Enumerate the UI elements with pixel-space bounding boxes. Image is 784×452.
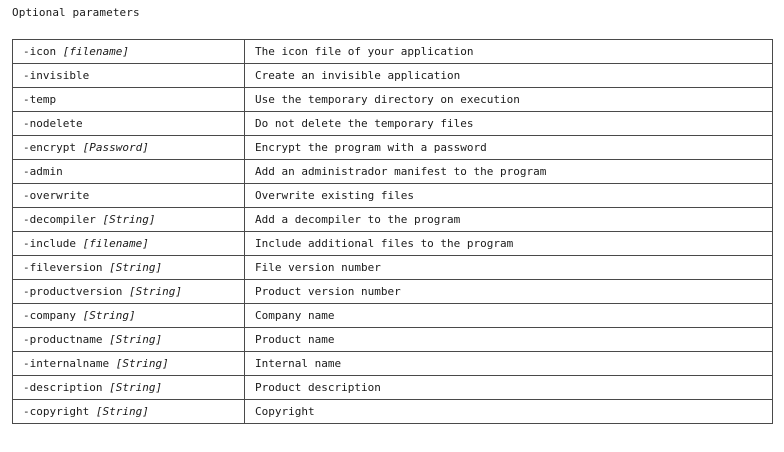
parameter-name: -invisible [23, 68, 90, 82]
parameter-description: Internal name [245, 352, 773, 376]
parameter-cell [13, 88, 245, 112]
parameter-cell [13, 136, 245, 160]
parameter-cell [13, 160, 245, 184]
parameter-name: -admin [23, 164, 63, 178]
parameter-name: -decompiler [23, 212, 96, 226]
parameter-cell [13, 232, 245, 256]
parameter-cell [13, 40, 245, 64]
table-row [13, 160, 773, 184]
optional-parameters-table [12, 39, 773, 424]
table-row [13, 280, 773, 304]
parameter-name: -temp [23, 92, 57, 106]
parameter-description: Create an invisible application [245, 64, 773, 88]
parameter-description: Company name [245, 304, 773, 328]
table-row [13, 112, 773, 136]
parameter-cell [13, 328, 245, 352]
parameter-argument: [String] [109, 332, 163, 346]
parameter-cell [13, 112, 245, 136]
parameter-cell [13, 376, 245, 400]
parameter-description: Copyright [245, 400, 773, 424]
table-row [13, 376, 773, 400]
parameter-argument: [Password] [82, 140, 149, 154]
parameter-description: Do not delete the temporary files [245, 112, 773, 136]
table-row [13, 328, 773, 352]
parameter-description: Use the temporary directory on execution [245, 88, 773, 112]
table-row [13, 136, 773, 160]
parameter-cell [13, 208, 245, 232]
table-row [13, 88, 773, 112]
parameter-name: -description [23, 380, 103, 394]
parameter-name: -productversion [23, 284, 123, 298]
parameter-name: -encrypt [23, 140, 76, 154]
parameter-argument: [String] [102, 212, 156, 226]
table-row [13, 184, 773, 208]
parameter-argument: [filename] [82, 236, 149, 250]
parameter-argument: [String] [82, 308, 136, 322]
table-row [13, 64, 773, 88]
parameter-name: -fileversion [23, 260, 103, 274]
table-row [13, 352, 773, 376]
parameter-argument: [String] [109, 260, 163, 274]
parameter-cell [13, 184, 245, 208]
parameter-description: File version number [245, 256, 773, 280]
parameter-cell [13, 280, 245, 304]
parameter-description: Product version number [245, 280, 773, 304]
parameter-description: Product description [245, 376, 773, 400]
parameter-cell [13, 400, 245, 424]
parameter-description: The icon file of your application [245, 40, 773, 64]
parameter-description: Add an administrador manifest to the program [245, 160, 773, 184]
parameter-cell [13, 304, 245, 328]
table-row [13, 208, 773, 232]
section-heading: Optional parameters [12, 6, 140, 19]
parameter-name: -nodelete [23, 116, 83, 130]
parameter-argument: [String] [128, 284, 182, 298]
parameter-name: -internalname [23, 356, 110, 370]
table-row [13, 400, 773, 424]
parameter-name: -company [23, 308, 76, 322]
parameters-table-body [13, 40, 773, 424]
parameter-description: Overwrite existing files [245, 184, 773, 208]
table-row [13, 256, 773, 280]
parameter-description: Include additional files to the program [245, 232, 773, 256]
parameter-argument: [filename] [62, 44, 129, 58]
parameter-name: -overwrite [23, 188, 90, 202]
parameter-cell [13, 352, 245, 376]
parameter-argument: [String] [115, 356, 169, 370]
table-row [13, 304, 773, 328]
parameter-cell [13, 256, 245, 280]
parameter-description: Encrypt the program with a password [245, 136, 773, 160]
parameter-description: Product name [245, 328, 773, 352]
parameter-name: -include [23, 236, 76, 250]
parameter-name: -copyright [23, 404, 90, 418]
parameter-cell [13, 64, 245, 88]
table-row [13, 40, 773, 64]
parameter-argument: [String] [109, 380, 163, 394]
parameter-name: -productname [23, 332, 103, 346]
parameter-name: -icon [23, 44, 57, 58]
parameter-description: Add a decompiler to the program [245, 208, 773, 232]
parameter-argument: [String] [95, 404, 149, 418]
table-row [13, 232, 773, 256]
